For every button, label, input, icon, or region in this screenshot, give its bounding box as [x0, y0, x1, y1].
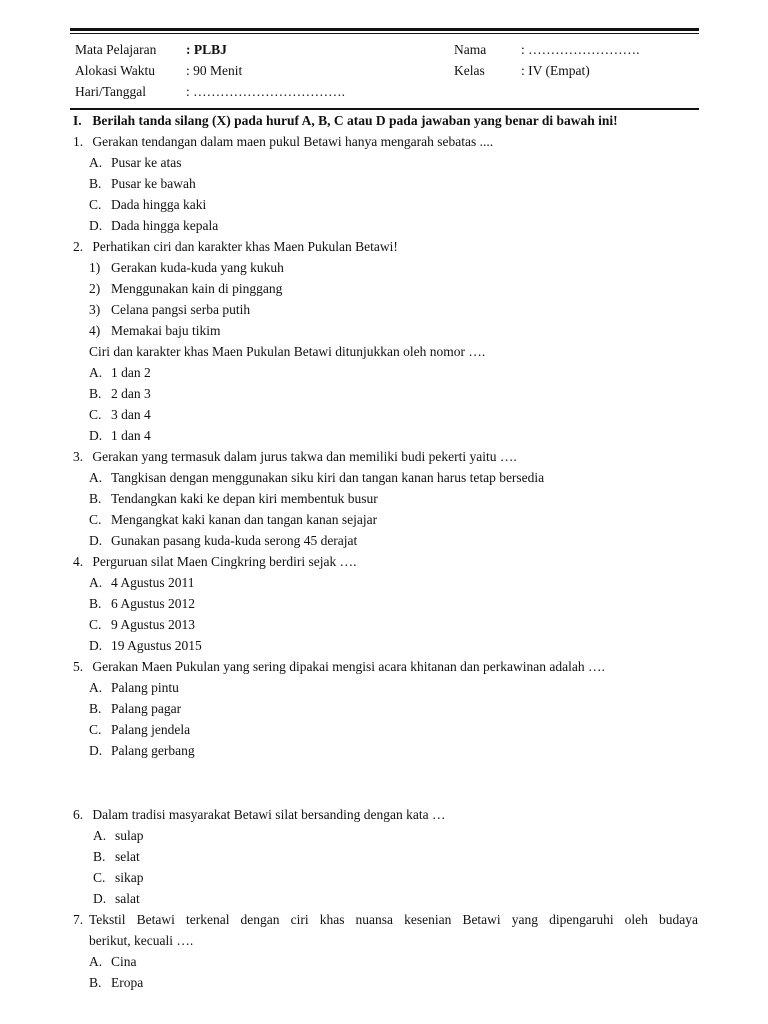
question-text: Gerakan Maen Pukulan yang sering dipakai mengisi acara khitanan dan perkawinan adalah …. [92, 659, 605, 674]
q3-option-d [89, 530, 357, 551]
q5-option-c [89, 719, 190, 740]
item-marker: 3) [89, 302, 101, 317]
option-text: Eropa [111, 975, 144, 990]
option-text: 3 dan 4 [111, 407, 151, 422]
section-number: I. [73, 113, 82, 128]
q2-item-2 [89, 278, 282, 299]
q2-item-4 [89, 320, 220, 341]
option-letter: B. [89, 491, 102, 506]
option-text: Pusar ke bawah [111, 176, 196, 191]
question-number: 7. [73, 912, 84, 927]
option-letter: A. [89, 470, 103, 485]
option-letter: C. [93, 870, 106, 885]
option-letter: C. [89, 722, 102, 737]
option-text: Palang jendela [111, 722, 191, 737]
q5-option-b [89, 698, 181, 719]
question-number: 1. [73, 134, 84, 149]
q1-option-d [89, 215, 218, 236]
option-letter: A. [89, 954, 103, 969]
q3-option-c [89, 509, 377, 530]
q7-option-a [89, 951, 137, 972]
option-letter: C. [89, 197, 102, 212]
option-letter: D. [89, 743, 103, 758]
option-text: Cina [111, 954, 137, 969]
question-text: Gerakan yang termasuk dalam jurus takwa dan memiliki budi pekerti yaitu …. [92, 449, 517, 464]
q1-option-c [89, 194, 206, 215]
section-instruction [73, 110, 618, 131]
item-marker: 1) [89, 260, 101, 275]
q2-item-1 [89, 257, 284, 278]
item-text: Menggunakan kain di pinggang [111, 281, 283, 296]
q7-option-b [89, 972, 143, 993]
option-letter: A. [93, 828, 107, 843]
item-marker: 4) [89, 323, 101, 338]
q6-option-d [93, 888, 140, 909]
option-text: Tendangkan kaki ke depan kiri membentuk busur [111, 491, 378, 506]
question-5 [73, 656, 605, 677]
option-letter: D. [89, 638, 103, 653]
q1-option-a [89, 152, 181, 173]
q2-option-a [89, 362, 151, 383]
section-instruction-text: Berilah tanda silang (X) pada huruf A, B, C atau D pada jawaban yang benar di bawah ini! [92, 113, 618, 128]
q2-option-c [89, 404, 151, 425]
question-number: 5. [73, 659, 84, 674]
option-text: Dada hingga kaki [111, 197, 207, 212]
subject-label: Mata Pelajaran [75, 42, 157, 57]
q2-prompt: Ciri dan karakter khas Maen Pukulan Betawi ditunjukkan oleh nomor …. [89, 344, 486, 359]
option-letter: B. [89, 596, 102, 611]
option-text: 19 Agustus 2015 [111, 638, 202, 653]
option-letter: B. [89, 386, 102, 401]
option-letter: B. [93, 849, 106, 864]
item-text: Memakai baju tikim [111, 323, 221, 338]
question-number: 2. [73, 239, 84, 254]
name-value: : ……………………. [521, 42, 640, 57]
header-top-rule-thin [70, 33, 699, 34]
option-letter: B. [89, 176, 102, 191]
question-text: Perhatikan ciri dan karakter khas Maen Pukulan Betawi! [92, 239, 398, 254]
q2-item-3 [89, 299, 250, 320]
option-text: 9 Agustus 2013 [111, 617, 196, 632]
date-value: : ……………………………. [186, 84, 346, 99]
option-letter: A. [89, 365, 103, 380]
option-letter: A. [89, 575, 103, 590]
option-letter: A. [89, 680, 103, 695]
q6-option-c [93, 867, 144, 888]
q2-option-d [89, 425, 151, 446]
question-6 [73, 804, 446, 825]
question-2 [73, 236, 398, 257]
duration-value: : 90 Menit [186, 63, 243, 78]
q4-option-b [89, 593, 195, 614]
question-text: Dalam tradisi masyarakat Betawi silat bersanding dengan kata … [92, 807, 446, 822]
option-text: Pusar ke atas [111, 155, 182, 170]
option-letter: C. [89, 407, 102, 422]
question-3 [73, 446, 517, 467]
question-text-line-1: Tekstil Betawi terkenal dengan ciri khas nuansa kesenian Betawi yang dipengaruhi oleh budaya [89, 912, 698, 927]
q4-option-d [89, 635, 202, 656]
class-value: : IV (Empat) [521, 63, 590, 78]
header-top-rule-thick [70, 28, 699, 31]
question-number: 3. [73, 449, 84, 464]
q6-option-a [93, 825, 144, 846]
option-letter: C. [89, 617, 102, 632]
q4-option-c [89, 614, 195, 635]
q3-option-a [89, 467, 544, 488]
option-text: sikap [115, 870, 144, 885]
option-text: Gunakan pasang kuda-kuda serong 45 derajat [111, 533, 358, 548]
option-text: Tangkisan dengan menggunakan siku kiri dan tangan kanan harus tetap bersedia [111, 470, 545, 485]
name-label: Nama [454, 42, 487, 57]
question-4 [73, 551, 356, 572]
option-letter: B. [89, 975, 102, 990]
question-text: Perguruan silat Maen Cingkring berdiri sejak …. [92, 554, 357, 569]
option-text: 6 Agustus 2012 [111, 596, 196, 611]
item-text: Gerakan kuda-kuda yang kukuh [111, 260, 284, 275]
question-number: 6. [73, 807, 84, 822]
option-letter: D. [89, 533, 103, 548]
option-text: 4 Agustus 2011 [111, 575, 195, 590]
q2-option-b [89, 383, 151, 404]
question-text-line-2: berikut, kecuali …. [89, 933, 194, 948]
question-7 [73, 909, 698, 930]
option-letter: C. [89, 512, 102, 527]
option-letter: D. [89, 218, 103, 233]
subject-value: : PLBJ [186, 42, 227, 57]
option-text: salat [115, 891, 140, 906]
option-text: selat [115, 849, 140, 864]
option-letter: A. [89, 155, 103, 170]
question-1 [73, 131, 493, 152]
q5-option-a [89, 677, 179, 698]
q6-option-b [93, 846, 140, 867]
option-letter: D. [89, 428, 103, 443]
option-letter: D. [93, 891, 107, 906]
option-text: Dada hingga kepala [111, 218, 219, 233]
q3-option-b [89, 488, 378, 509]
option-text: 1 dan 2 [111, 365, 151, 380]
option-text: 1 dan 4 [111, 428, 151, 443]
q5-option-d [89, 740, 195, 761]
option-text: Mengangkat kaki kanan dan tangan kanan sejajar [111, 512, 378, 527]
option-text: sulap [115, 828, 144, 843]
question-number: 4. [73, 554, 84, 569]
option-text: Palang gerbang [111, 743, 195, 758]
option-text: Palang pagar [111, 701, 182, 716]
item-text: Celana pangsi serba putih [111, 302, 251, 317]
class-label: Kelas [454, 63, 485, 78]
q1-option-b [89, 173, 196, 194]
q4-option-a [89, 572, 195, 593]
question-text: Gerakan tendangan dalam maen pukul Betawi hanya mengarah sebatas .... [92, 134, 494, 149]
option-text: Palang pintu [111, 680, 179, 695]
duration-label: Alokasi Waktu [75, 63, 156, 78]
option-text: 2 dan 3 [111, 386, 151, 401]
item-marker: 2) [89, 281, 101, 296]
date-label: Hari/Tanggal [75, 84, 147, 99]
option-letter: B. [89, 701, 102, 716]
